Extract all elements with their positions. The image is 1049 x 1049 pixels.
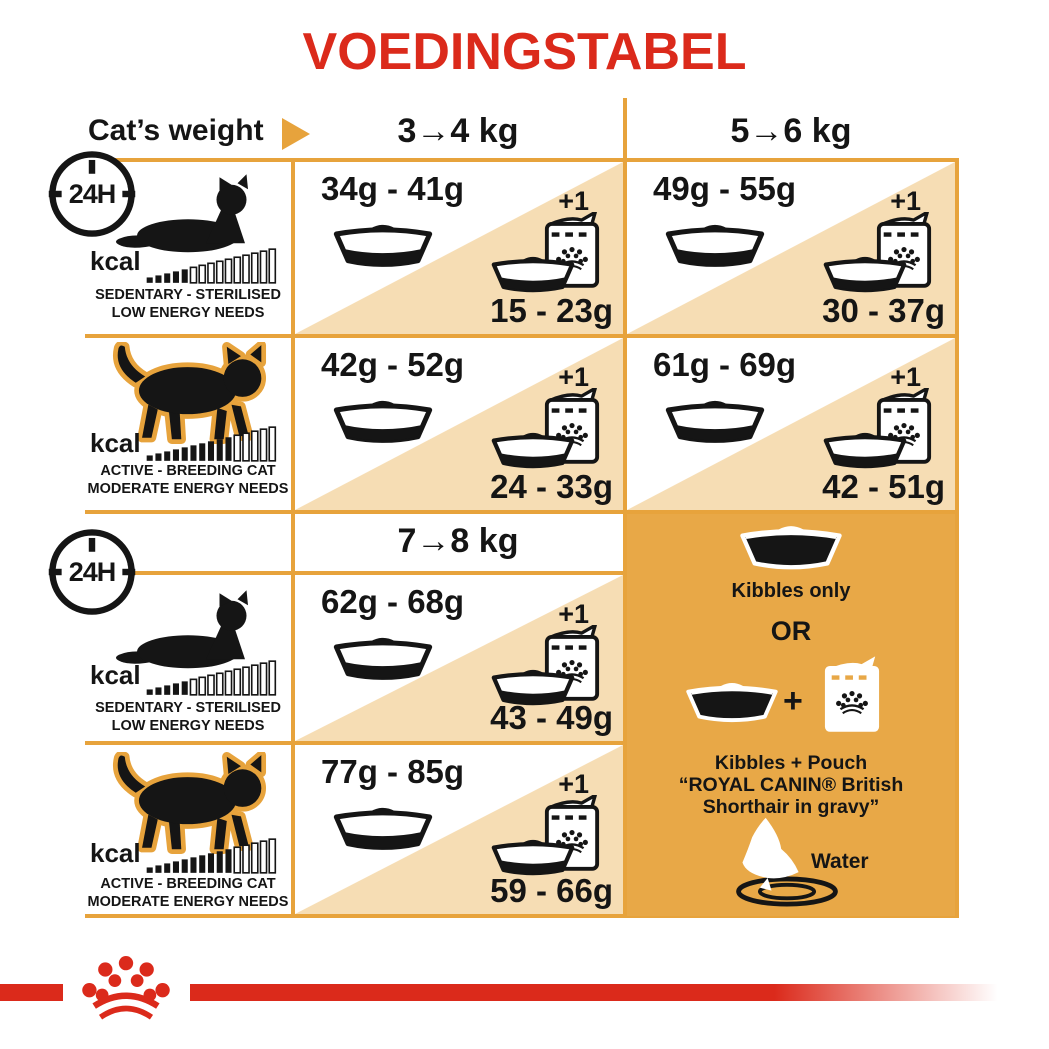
- pouch-amount: 15 - 23g: [490, 292, 613, 329]
- brand-bar-left: [0, 984, 63, 1001]
- kibbles-amount: 34g - 41g: [321, 170, 465, 207]
- profile-line2: LOW ENERGY NEEDS: [111, 718, 265, 734]
- clock-label: 24H: [68, 178, 116, 209]
- pouch-amount: 24 - 33g: [490, 468, 613, 505]
- bowl-pouch-icon: [823, 212, 935, 300]
- kcal-label: kcal: [90, 428, 141, 458]
- ration-cell-sedentary-3-4kg: [295, 162, 623, 334]
- plus-one-label: +1: [890, 362, 921, 392]
- pouch-amount: 59 - 66g: [490, 872, 613, 909]
- column-header-7-8kg: 7→8 kg: [397, 522, 519, 560]
- page-title: VOEDINGSTABEL: [302, 23, 747, 81]
- profile-line2: MODERATE ENERGY NEEDS: [87, 894, 289, 910]
- kibbles-amount: 49g - 55g: [653, 170, 797, 207]
- profile-line1: ACTIVE - BREEDING CAT: [100, 463, 276, 479]
- profile-line1: SEDENTARY - STERILISED: [95, 287, 281, 303]
- clock-label: 24H: [68, 556, 116, 587]
- plus-sign: +: [783, 682, 803, 720]
- pouch-amount: 43 - 49g: [490, 699, 613, 736]
- kibbles-amount: 62g - 68g: [321, 583, 465, 620]
- kcal-bars-icon: [146, 832, 278, 880]
- bowl-icon: [333, 392, 433, 448]
- or-label: OR: [770, 616, 812, 646]
- bowl-icon: [333, 629, 433, 685]
- plus-one-label: +1: [558, 599, 589, 629]
- profile-line1: SEDENTARY - STERILISED: [95, 700, 281, 716]
- kcal-label: kcal: [90, 838, 141, 868]
- grid-line: [955, 158, 959, 918]
- pouch-icon: [823, 656, 881, 734]
- kcal-bars-icon: [146, 654, 278, 702]
- cats-weight-label: Cat’s weight: [88, 114, 264, 147]
- bowl-icon: [685, 676, 779, 726]
- kibbles-amount: 61g - 69g: [653, 346, 797, 383]
- kibbles-amount: 77g - 85g: [321, 753, 465, 790]
- bowl-icon: [665, 392, 765, 448]
- plus-one-label: +1: [890, 186, 921, 216]
- column-header-3-4kg: 3→4 kg: [397, 112, 519, 150]
- ration-cell-sedentary-5-6kg: [627, 162, 955, 334]
- kcal-bars-icon: [146, 420, 278, 468]
- bowl-icon: [333, 799, 433, 855]
- brand-bar-right: [190, 984, 1049, 1001]
- ration-cell-sedentary-7-8kg: [295, 575, 623, 741]
- kcal-label: kcal: [90, 660, 141, 690]
- pouch-label-line1: Kibbles + Pouch: [714, 752, 868, 774]
- kcal-label: kcal: [90, 246, 141, 276]
- column-header-5-6kg: 5→6 kg: [730, 112, 852, 150]
- profile-line1: ACTIVE - BREEDING CAT: [100, 876, 276, 892]
- pouch-label-line2: “ROYAL CANIN® British: [678, 774, 904, 796]
- feeding-options-panel: [627, 514, 955, 916]
- crown-logo-icon: [76, 952, 176, 1022]
- bowl-icon: [739, 518, 843, 574]
- profile-line2: MODERATE ENERGY NEEDS: [87, 481, 289, 497]
- ration-cell-active-5-6kg: [627, 338, 955, 510]
- plus-one-label: +1: [558, 362, 589, 392]
- water-label: Water: [811, 850, 869, 873]
- pouch-amount: 30 - 37g: [822, 292, 945, 329]
- kibbles-only-label: Kibbles only: [731, 580, 851, 602]
- ration-cell-active-7-8kg: [295, 745, 623, 914]
- pouch-label-line3: Shorthair in gravy”: [702, 796, 880, 818]
- plus-one-label: +1: [558, 769, 589, 799]
- bowl-pouch-icon: [491, 795, 603, 883]
- bowl-icon: [665, 216, 765, 272]
- ration-cell-active-3-4kg: [295, 338, 623, 510]
- bowl-pouch-icon: [491, 212, 603, 300]
- kibbles-amount: 42g - 52g: [321, 346, 465, 383]
- plus-one-label: +1: [558, 186, 589, 216]
- bowl-pouch-icon: [823, 388, 935, 476]
- profile-line2: LOW ENERGY NEEDS: [111, 305, 265, 321]
- bowl-pouch-icon: [491, 388, 603, 476]
- pouch-amount: 42 - 51g: [822, 468, 945, 505]
- bowl-icon: [333, 216, 433, 272]
- kcal-bars-icon: [146, 242, 278, 290]
